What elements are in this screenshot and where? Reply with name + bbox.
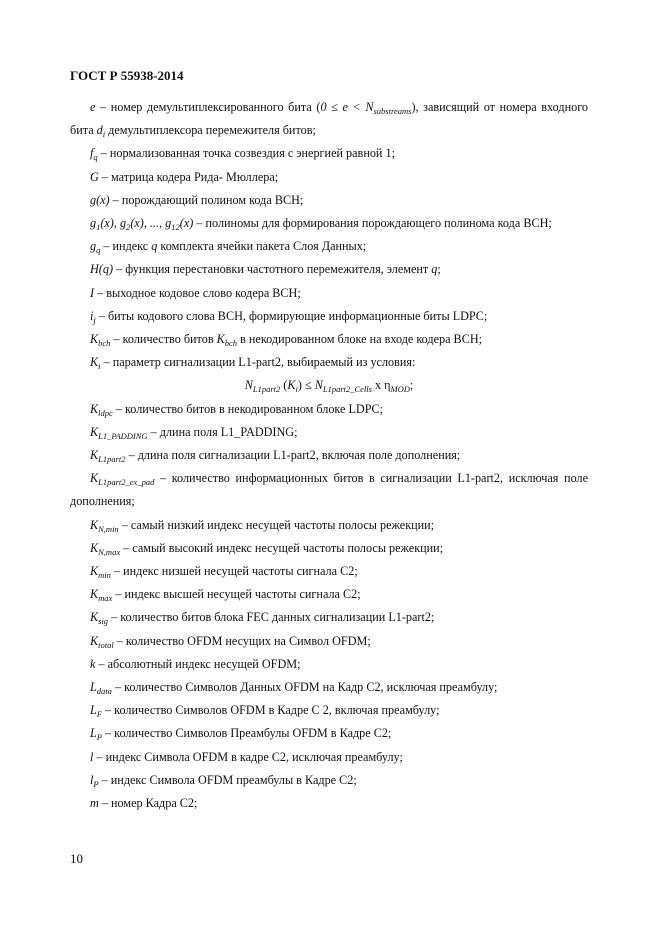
text-run: – количество битов	[110, 332, 217, 347]
definition-KNmin	[70, 514, 588, 537]
text-run: – индекс высшей несущей частоты сигнала C2;	[112, 587, 361, 602]
text-run: – самый низкий индекс несущей частоты полосы режекции;	[118, 517, 435, 532]
symbol: (x)	[179, 216, 194, 231]
subscript: L1part2_Cells	[322, 384, 372, 395]
text-run: – номер демультиплексированного бита (	[95, 100, 321, 114]
definition-k	[70, 653, 588, 676]
text-run: – нормализованная точка созвездия с энергией равной 1;	[97, 146, 395, 161]
subscript: L1part2_ex_pad	[98, 477, 155, 488]
symbol: K	[90, 424, 99, 439]
symbol: K	[90, 540, 99, 555]
definition-Kbch	[70, 328, 588, 351]
text-run: – матрица кодера Рида- Мюллера;	[98, 169, 279, 184]
document-header: ГОСТ Р 55938-2014	[70, 68, 184, 83]
subscript: data	[96, 686, 112, 697]
symbol: (x), g	[100, 216, 127, 231]
text-run: – количество битов в некодированном блоке LDPC;	[112, 401, 384, 416]
subscript: i	[295, 384, 298, 395]
symbol: l	[90, 749, 94, 764]
subscript: 1	[96, 222, 101, 233]
page-number: 10	[70, 851, 83, 866]
definition-gq	[70, 235, 588, 258]
text-run: – количество Символов Преамбулы OFDM в Кадре C2;	[101, 726, 392, 741]
definition-g1x	[70, 212, 588, 235]
text-run: ;	[409, 378, 414, 393]
text-run: – абсолютный индекс несущей OFDM;	[95, 656, 301, 671]
symbol: 0 ≤ e < N	[320, 100, 374, 114]
text-run: – индекс Символа OFDM преамбулы в Кадре C2;	[98, 772, 357, 787]
definition-Ksig	[70, 606, 588, 629]
symbol: q	[151, 239, 158, 254]
text-run: – индекс низшей несущей частоты сигнала C2;	[110, 564, 358, 579]
symbol: K	[90, 564, 99, 579]
definition-Kmax	[70, 583, 588, 606]
text-run: – количество Символов OFDM в Кадре C 2, включая преамбулу;	[101, 703, 440, 718]
subscript: MOD	[390, 384, 410, 395]
text-run: ;	[437, 262, 441, 277]
text-run: – полиномы для формирования порождающего полинома кода BCH;	[193, 216, 552, 231]
text-run: – порождающий полином кода BCH;	[109, 192, 304, 207]
definition-G	[70, 166, 588, 189]
symbol: K	[90, 355, 99, 370]
definition-Ldata	[70, 676, 588, 699]
text-run: – количество битов блока FEC данных сигнализации L1-part2;	[108, 610, 435, 625]
text-run: x η	[371, 378, 391, 393]
subscript: N,max	[98, 546, 121, 557]
symbol: K	[90, 448, 99, 463]
symbol: K	[90, 587, 99, 602]
text-run: – индекс	[100, 239, 152, 254]
definition-Hq	[70, 258, 588, 281]
symbol: g(x)	[90, 192, 110, 207]
symbol: f	[90, 146, 94, 161]
definition-KL1pad	[70, 421, 588, 444]
subscript: P	[93, 778, 99, 789]
text-run: (	[280, 378, 288, 393]
definition-m	[70, 792, 588, 815]
symbol: K	[90, 633, 99, 648]
symbol: d	[96, 123, 103, 138]
symbol: K	[90, 471, 99, 486]
text-run: – параметр сигнализации L1-part2, выбираемый из условия:	[100, 355, 416, 370]
subscript: total	[98, 639, 114, 650]
definition-Kldpc	[70, 398, 588, 421]
symbol: L	[90, 703, 97, 718]
subscript: j	[93, 314, 96, 325]
condition-formula	[70, 374, 588, 397]
subscript: i	[102, 129, 106, 140]
symbol: I	[90, 285, 95, 300]
subscript: q	[93, 152, 98, 163]
text-run: – номер Кадра C2;	[98, 796, 198, 811]
subscript: F	[96, 709, 102, 720]
text-run: – длина поля L1_PADDING;	[147, 424, 298, 439]
symbol: N	[314, 378, 323, 393]
symbol: e	[90, 100, 96, 114]
subscript: L1part2	[98, 454, 126, 465]
text-run: – количество OFDM несущих на Символ OFDM;	[113, 633, 371, 648]
subscript: min	[98, 570, 111, 581]
definition-ij	[70, 305, 588, 328]
definition-LP	[70, 722, 588, 745]
symbol: k	[90, 656, 96, 671]
subscript: ldpc	[98, 407, 113, 418]
subscript: 2	[126, 222, 131, 233]
symbol: K	[287, 378, 296, 393]
definition-KNmax	[70, 537, 588, 560]
symbol: (x), ..., g	[130, 216, 172, 231]
subscript: bch	[224, 338, 238, 349]
text-run: – индекс Символа OFDM в кадре C2, исключая преамбулу;	[93, 749, 403, 764]
text-run: – самый высокий индекс несущей частоты полосы режекции;	[120, 540, 444, 555]
text-run: – выходное кодовое слово кодера BCH;	[94, 285, 301, 300]
definition-KL1part2	[70, 444, 588, 467]
subscript: bch	[98, 338, 111, 349]
subscript: sig	[98, 616, 109, 627]
symbol: K	[90, 332, 99, 347]
definition-Ki	[70, 351, 588, 374]
text-run: – функция перестановки частотного перемежителя, элемент	[113, 262, 432, 277]
subscript: substreams	[373, 106, 412, 116]
text-run: – длина поля сигнализации L1-part2, включая поле дополнения;	[125, 448, 461, 463]
subscript: q	[96, 245, 101, 256]
subscript: max	[98, 593, 113, 604]
definition-Kmin	[70, 560, 588, 583]
symbol: L	[90, 680, 97, 695]
symbol: g	[90, 216, 97, 231]
definition-KL1exPad	[70, 467, 588, 513]
symbol: N	[244, 378, 253, 393]
definition-I	[70, 282, 588, 305]
text-run: в некодированном блоке на входе кодера BCH;	[237, 332, 483, 347]
symbol: G	[90, 169, 99, 184]
definition-fq	[70, 142, 588, 165]
symbol: K	[90, 610, 99, 625]
subscript: 12	[171, 222, 180, 233]
definition-Ktotal	[70, 630, 588, 653]
symbol: q	[431, 262, 438, 277]
text-run: ) ≤	[297, 378, 315, 393]
definition-e	[70, 96, 588, 142]
text-run: комплекта ячейки пакета Слоя Данных;	[157, 239, 367, 254]
symbol: m	[90, 796, 99, 811]
subscript: N,min	[98, 523, 119, 534]
definition-LF	[70, 699, 588, 722]
text-run: ), зависящий от номера входного бита	[70, 100, 588, 138]
symbol: K	[216, 332, 225, 347]
symbol: L	[90, 726, 97, 741]
text-run: демультиплексора перемежителя битов;	[105, 123, 316, 138]
symbol: g	[90, 239, 97, 254]
subscript: L1part2	[252, 384, 281, 395]
definition-l	[70, 746, 588, 769]
subscript: i	[98, 361, 101, 372]
symbol: K	[90, 517, 99, 532]
text-run: – количество информационных битов в сигнализации L1-part2, исключая поле дополнения;	[70, 471, 588, 509]
subscript: P	[96, 732, 102, 743]
symbol: H(q)	[90, 262, 114, 277]
definition-gx	[70, 189, 588, 212]
subscript: L1_PADDING	[98, 430, 148, 441]
text-run: – количество Символов Данных OFDM на Кадр C2, исключая преамбулу;	[111, 680, 498, 695]
symbol: K	[90, 401, 99, 416]
symbol: l	[90, 772, 94, 787]
text-run: – биты кодового слова BCH, формирующие информационные биты LDPC;	[95, 308, 488, 323]
definitions-list	[70, 96, 588, 815]
definition-lP	[70, 769, 588, 792]
symbol: i	[90, 308, 94, 323]
